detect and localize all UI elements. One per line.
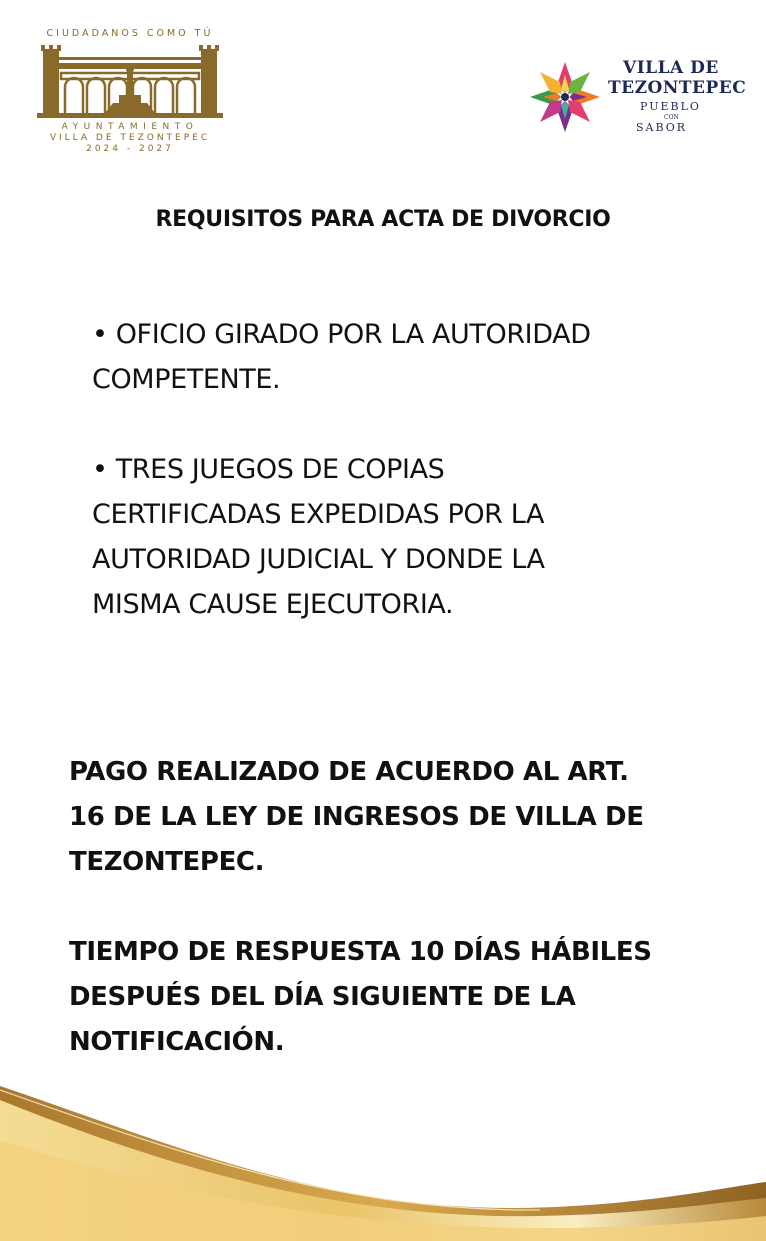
brand-sabor: SABOR — [636, 121, 688, 134]
logo-ayuntamiento: AYUNTAMIENTO — [61, 122, 199, 132]
building-icon — [35, 43, 225, 119]
logo-period: 2024 - 2027 — [86, 144, 174, 154]
logo-municipality: VILLA DE TEZONTEPEC — [49, 133, 211, 143]
brand-con: CON — [664, 114, 679, 121]
logo-motto: CIUDADANOS COMO TÚ — [46, 28, 214, 39]
ayuntamiento-logo — [30, 24, 230, 174]
brand-villa-de: VILLA DE — [623, 58, 719, 78]
requirement-item: • TRES JUEGOS DE COPIAS CERTIFICADAS EXPEDIDAS POR LA AUTORIDAD JUDICIAL Y DONDE LA MISMA CAUSE EJECUTORIA. — [92, 454, 545, 620]
response-time-note: TIEMPO DE RESPUESTA 10 DÍAS HÁBILES DESPUÉS DEL DÍA SIGUIENTE DE LA NOTIFICACIÓN. — [69, 937, 652, 1057]
requirements-list — [92, 312, 712, 627]
payment-note: PAGO REALIZADO DE ACUERDO AL ART. 16 DE LA LEY DE INGRESOS DE VILLA DE TEZONTEPEC. — [69, 757, 644, 877]
villa-de-tezontepec-logo — [528, 58, 747, 138]
notes-section — [69, 750, 719, 1065]
brand-pueblo: PUEBLO — [640, 100, 701, 113]
brand-tezontepec: TEZONTEPEC — [608, 78, 747, 98]
gold-wave-decoration — [0, 1070, 766, 1241]
requirement-item: • OFICIO GIRADO POR LA AUTORIDAD COMPETENTE. — [92, 319, 591, 395]
flower-icon — [528, 60, 602, 134]
brand-text — [608, 58, 747, 135]
page-title: REQUISITOS PARA ACTA DE DIVORCIO — [155, 207, 611, 232]
